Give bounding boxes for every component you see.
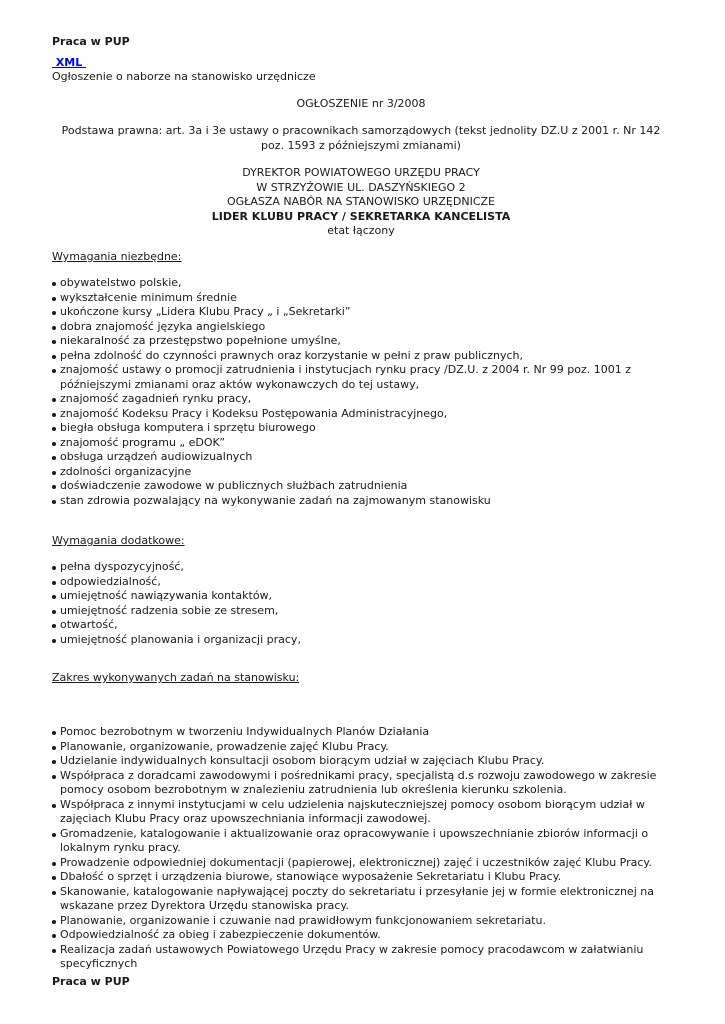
list-item: Planowanie, organizowanie i czuwanie nad prawidłowym funkcjonowaniem sekretariatu. [52,914,670,929]
list-item: Udzielanie indywidualnych konsultacji osobom biorącym udział w zajęciach Klubu Pracy. [52,754,670,769]
required-heading: Wymagania niezbędne: [52,250,182,263]
tasks-heading: Zakres wykonywanych zadań na stanowisku: [52,671,300,684]
list-item: Skanowanie, katalogowanie napływającej poczty do sekretariatu i przesyłanie jej w formie elektronicznej na wskazane przez Dyrektora Urzędu stanowiska pracy. [52,885,670,914]
director-line-2: W STRZYŻOWIE UL. DASZYŃSKIEGO 2 [256,180,466,194]
list-item: znajomość zagadnień rynku pracy, [52,392,670,407]
list-item: znajomość Kodeksu Pracy i Kodeksu Postępowania Administracyjnego, [52,407,670,422]
director-block [52,166,670,239]
page-subtitle: Ogłoszenie o naborze na stanowisko urzędnicze [52,70,316,83]
list-item: Pomoc bezrobotnym w tworzeniu Indywidualnych Planów Działania [52,725,670,740]
list-item: odpowiedzialność, [52,575,670,590]
list-item: biegła obsługa komputera i sprzętu biurowego [52,421,670,436]
list-item: Gromadzenie, katalogowanie i aktualizowanie oraz opracowywanie i upowszechnianie zbiorów informacji o lokalnym rynku pracy. [52,827,670,856]
list-item: Współpraca z innymi instytucjami w celu udzielenia najskuteczniejszej pomocy osobom biorącym udział w zajęciach Klubu Pracy oraz upowszechniania informacji zawodowej. [52,798,670,827]
list-item: stan zdrowia pozwalający na wykonywanie zadań na zajmowanym stanowisku [52,494,670,509]
list-item: ukończone kursy „Lidera Klubu Pracy „ i „Sekretarki” [52,305,670,320]
list-item: umiejętność planowania i organizacji pracy, [52,633,670,648]
page-title: Praca w PUP [52,35,130,48]
list-item: znajomość programu „ eDOK” [52,436,670,451]
position-title: LIDER KLUBU PRACY / SEKRETARKA KANCELISTA [211,209,511,223]
required-list [52,276,670,508]
announcement-number: OGŁOSZENIE nr 3/2008 [296,97,426,110]
additional-heading: Wymagania dodatkowe: [52,534,185,547]
employment-type: etat łączony [327,224,395,237]
list-item: zdolności organizacyjne [52,465,670,480]
list-item: niekaralność za przestępstwo popełnione umyślne, [52,334,670,349]
list-item: wykształcenie minimum średnie [52,291,670,306]
list-item: obsługa urządzeń audiowizualnych [52,450,670,465]
list-item: Prowadzenie odpowiedniej dokumentacji (papierowej, elektronicznej) zajęć i uczestników zajęć Klubu Pracy. [52,856,670,871]
list-item: pełna dyspozycyjność, [52,560,670,575]
footer-title: Praca w PUP [52,975,130,988]
xml-link[interactable]: XML [52,56,87,69]
list-item: obywatelstwo polskie, [52,276,670,291]
legal-basis: Podstawa prawna: art. 3a i 3e ustawy o pracownikach samorządowych (tekst jednolity DZ.U z 2001 r. Nr 142 poz. 1593 z późniejszymi zmianami) [61,124,661,152]
list-item: pełna zdolność do czynności prawnych oraz korzystanie w pełni z praw publicznych, [52,349,670,364]
list-item: Odpowiedzialność za obieg i zabezpieczenie dokumentów. [52,928,670,943]
list-item: Planowanie, organizowanie, prowadzenie zajęć Klubu Pracy. [52,740,670,755]
list-item: doświadczenie zawodowe w publicznych służbach zatrudnienia [52,479,670,494]
list-item: znajomość ustawy o promocji zatrudnienia i instytucjach rynku pracy /DZ.U. z 2004 r. Nr 99 poz. 1001 z późniejszymi zmianami oraz aktów wykonawczych do tej ustawy, [52,363,670,392]
tasks-list [52,725,670,972]
list-item: Współpraca z doradcami zawodowymi i pośrednikami pracy, specjalistą d.s rozwoju zawodowego w zakresie pomocy osobom bezrobotnym w znalezieniu zatrudnienia lub określenia kierunku szkolenia. [52,769,670,798]
additional-list [52,560,670,647]
list-item: dobra znajomość języka angielskiego [52,320,670,335]
list-item: Dbałość o sprzęt i urządzenia biurowe, stanowiące wyposażenie Sekretariatu i Klubu Pracy. [52,870,670,885]
list-item: umiejętność radzenia sobie ze stresem, [52,604,670,619]
list-item: otwartość, [52,618,670,633]
director-line-3: OGŁASZA NABÓR NA STANOWISKO URZĘDNICZE [226,195,495,208]
list-item: Realizacja zadań ustawowych Powiatowego Urzędu Pracy w zakresie pomocy pracodawcom w załatwianiu specyficznych [52,943,670,972]
list-item: umiejętność nawiązywania kontaktów, [52,589,670,604]
director-line-1: DYREKTOR POWIATOWEGO URZĘDU PRACY [242,166,480,179]
